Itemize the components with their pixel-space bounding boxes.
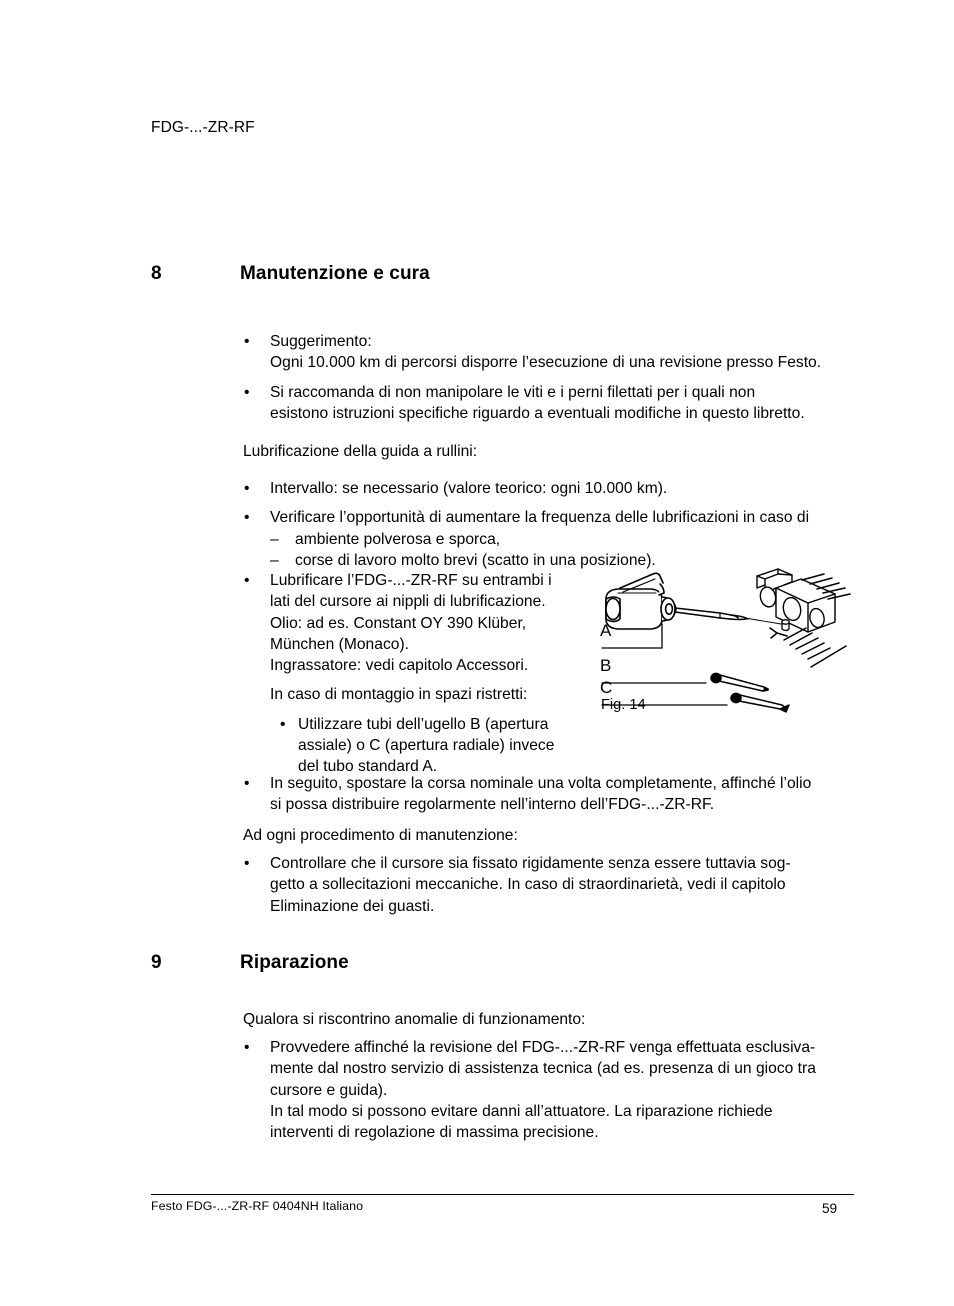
figure-14 [596, 566, 852, 716]
after-figure-bullet-list [243, 773, 863, 816]
list-item-text: Intervallo: se necessario (valore teorico: ogni 10.000 km). [270, 480, 668, 497]
list-item-text: In seguito, spostare la corsa nominale una volta completamente, affinché l’olio si possa distribuire regolarmente nell’interno dell’FDG-...-ZR-RF. [270, 775, 812, 814]
maintenance-heading: Ad ogni procedimento di manutenzione: [243, 827, 518, 844]
list-item [243, 478, 863, 499]
list-item-text: Lubrificare l’FDG-...-ZR-RF su entrambi i lati del cursore ai nippli di lubrificazione. Olio: ad es. Constant OY 390 Klüber, München (Monaco). Ingrassatore: vedi capitolo Accessori. [270, 572, 552, 675]
dash-glyph: – [270, 530, 279, 548]
bullet-glyph: • [244, 775, 250, 792]
lubrication-detail-block [243, 570, 575, 778]
bullet-glyph: • [280, 715, 286, 733]
list-item [243, 853, 863, 917]
lubrication-heading: Lubrificazione della guida a rullini: [243, 443, 478, 460]
list-item [243, 570, 575, 778]
section-title-9: Riparazione [240, 952, 349, 973]
repair-intro: Qualora si riscontrino anomalie di funzionamento: [243, 1011, 586, 1028]
grease-gun-illustration [596, 566, 852, 716]
bullet-glyph: • [244, 572, 250, 589]
list-item [243, 507, 863, 571]
footer-document-id: Festo FDG-...-ZR-RF 0404NH Italiano [151, 1199, 364, 1213]
bullet-glyph: • [244, 383, 250, 401]
list-item-text: Utilizzare tubi dell’ugello B (apertura assiale) o C (apertura radiale) invece del tubo standard A. [298, 715, 555, 776]
list-item [243, 382, 853, 425]
intro-bullet-list-8 [243, 331, 853, 424]
section-heading-8 [151, 263, 871, 285]
section-number-8: 8 [151, 263, 162, 284]
page-number: 59 [822, 1201, 838, 1216]
bullet-glyph: • [244, 855, 250, 872]
dash-list-item [270, 529, 863, 550]
lubrication-bullet-list [243, 478, 863, 571]
dash-glyph: – [270, 551, 279, 569]
list-item [243, 331, 853, 374]
list-item-text: Verificare l’opportunità di aumentare la frequenza delle lubrificazioni in caso di [270, 509, 810, 527]
repair-bullet-list [243, 1037, 863, 1143]
list-item [243, 1037, 863, 1143]
list-item-text: Controllare che il cursore sia fissato rigidamente senza essere tuttavia sog- getto a sollecitazioni meccaniche. In caso di straordinarietà, vedi il capitolo Eliminazione dei guasti. [270, 855, 791, 915]
figure-caption: Fig. 14 [601, 697, 646, 713]
section-title-8: Manutenzione e cura [240, 263, 430, 284]
bullet-glyph: • [244, 509, 250, 527]
section-number-9: 9 [151, 952, 162, 973]
list-item-text: Si raccomanda di non manipolare le viti e i perni filettati per i quali non esistono istruzioni specifiche riguardo a eventuali modifiche in questo libretto. [270, 383, 805, 422]
dash-list-item-text: ambiente polverosa e sporca, [295, 530, 501, 548]
maintenance-bullet-list [243, 853, 863, 917]
footer-divider [151, 1194, 854, 1195]
figure-label-c: C [600, 678, 613, 697]
section-heading-9 [151, 952, 871, 974]
dash-sub-list [270, 529, 863, 572]
list-item [243, 773, 863, 816]
running-head: FDG-...-ZR-RF [151, 119, 255, 136]
figure-label-b: B [600, 656, 612, 675]
bullet-glyph: • [244, 1039, 250, 1056]
list-item-text: Provvedere affinché la revisione del FDG-...-ZR-RF venga effettuata esclusiva- mente dal nostro servizio di assistenza tecnica (ad es. presenza di un gioco tra cursore e guida). In tal modo si possono evitare danni all’attuatore. La riparazione richiede interventi di regolazione di massima precisione. [270, 1039, 816, 1142]
list-item [270, 714, 575, 778]
bullet-glyph: • [244, 480, 250, 497]
bullet-glyph: • [244, 333, 250, 350]
list-item-text: Suggerimento: Ogni 10.000 km di percorsi disporre l’esecuzione di una revisione presso Festo. [270, 333, 822, 372]
dash-list-item-text: corse di lavoro molto brevi (scatto in una posizione). [295, 551, 656, 569]
narrow-space-heading: In caso di montaggio in spazi ristretti: [270, 686, 528, 704]
figure-label-a: A [600, 621, 612, 640]
